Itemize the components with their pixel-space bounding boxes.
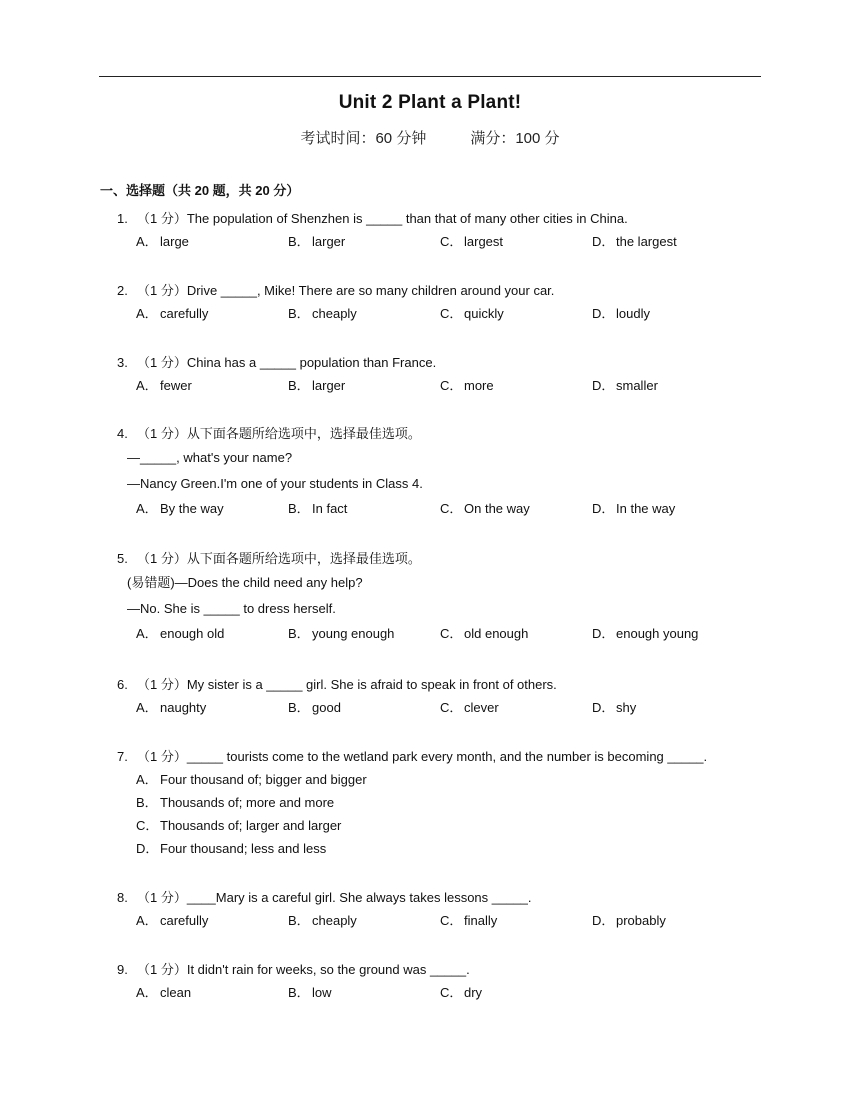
option-c: C． Thousands of; larger and larger xyxy=(136,818,342,833)
question-stem: _____ tourists come to the wetland park every month, and the number is becoming _____. xyxy=(186,749,708,764)
option-b: B． larger xyxy=(288,234,346,249)
question-score: （1 分） xyxy=(137,677,187,692)
option-b: B． good xyxy=(288,700,341,715)
option-d: D． enough young xyxy=(592,626,699,641)
question-4 xyxy=(117,423,777,521)
option-d: D． the largest xyxy=(592,234,677,249)
option-b: B． In fact xyxy=(288,501,348,516)
question-number: 6. xyxy=(117,677,128,692)
option-d: D． loudly xyxy=(592,306,650,321)
question-score: （1 分） xyxy=(137,283,187,298)
question-stem: My sister is a _____ girl. She is afraid to speak in front of others. xyxy=(186,677,557,692)
question-score: （1 分） xyxy=(137,426,187,441)
question-number: 2. xyxy=(117,283,128,298)
question-score: （1 分） xyxy=(137,749,187,764)
option-d: D． shy xyxy=(592,700,637,715)
question-score: （1 分） xyxy=(137,890,187,905)
question-score: （1 分） xyxy=(137,355,187,370)
question-9 xyxy=(117,959,777,1005)
option-c: C． more xyxy=(440,378,494,393)
exam-time: 考试时间：60 分钟 xyxy=(300,130,427,147)
option-b: B． Thousands of; more and more xyxy=(136,795,335,810)
exam-full-score: 满分：100 分 xyxy=(470,130,560,147)
dialogue-line: —_____, what's your name? xyxy=(127,450,293,465)
option-c: C． largest xyxy=(440,234,504,249)
dialogue-line: (易错题)—Does the child need any help? xyxy=(127,575,363,590)
question-number: 8. xyxy=(117,890,128,905)
option-c: C． old enough xyxy=(440,626,529,641)
option-c: C． On the way xyxy=(440,501,530,516)
dialogue-line: —Nancy Green.I'm one of your students in Class 4. xyxy=(127,476,423,491)
question-number: 9. xyxy=(117,962,128,977)
option-b: B． low xyxy=(288,985,332,1000)
question-5 xyxy=(117,548,777,646)
question-number: 7. xyxy=(117,749,128,764)
question-stem: ____Mary is a careful girl. She always takes lessons _____. xyxy=(186,890,532,905)
option-b: B． larger xyxy=(288,378,346,393)
question-stem: It didn't rain for weeks, so the ground was _____. xyxy=(186,962,470,977)
question-2 xyxy=(117,280,777,326)
option-a: A． fewer xyxy=(136,378,192,393)
option-c: C． quickly xyxy=(440,306,504,321)
option-a: A． carefully xyxy=(136,306,209,321)
option-d: D． Four thousand; less and less xyxy=(136,841,327,856)
question-stem: 从下面各题所给选项中，选择最佳选项。 xyxy=(186,551,421,566)
option-a: A． carefully xyxy=(136,913,209,928)
question-7 xyxy=(117,746,777,860)
section-heading: 一、选择题（共 20 题，共 20 分） xyxy=(100,183,300,198)
option-c: C． dry xyxy=(440,985,483,1000)
dialogue-line: —No. She is _____ to dress herself. xyxy=(127,601,336,616)
question-6 xyxy=(117,674,777,720)
question-number: 4. xyxy=(117,426,128,441)
option-c: C． finally xyxy=(440,913,498,928)
option-a: A． large xyxy=(136,234,189,249)
question-8 xyxy=(117,887,777,933)
header-rule xyxy=(99,76,761,77)
question-number: 1. xyxy=(117,211,128,226)
question-number: 5. xyxy=(117,551,128,566)
option-b: B． cheaply xyxy=(288,306,357,321)
question-score: （1 分） xyxy=(137,962,187,977)
question-stem: 从下面各题所给选项中，选择最佳选项。 xyxy=(186,426,421,441)
question-score: （1 分） xyxy=(137,211,187,226)
question-1 xyxy=(117,208,777,254)
option-b: B． cheaply xyxy=(288,913,357,928)
option-a: A． By the way xyxy=(136,501,224,516)
option-a: A． enough old xyxy=(136,626,225,641)
option-d: D． In the way xyxy=(592,501,676,516)
option-d: D． smaller xyxy=(592,378,658,393)
option-a: A． naughty xyxy=(136,700,207,715)
option-c: C． clever xyxy=(440,700,499,715)
option-b: B． young enough xyxy=(288,626,395,641)
option-d: D． probably xyxy=(592,913,666,928)
question-stem: China has a _____ population than France. xyxy=(186,355,437,370)
page-title: Unit 2 Plant a Plant! xyxy=(338,92,522,113)
option-a: A． Four thousand of; bigger and bigger xyxy=(136,772,367,787)
question-3 xyxy=(117,352,777,398)
question-stem: Drive _____, Mike! There are so many children around your car. xyxy=(186,283,555,298)
question-score: （1 分） xyxy=(137,551,187,566)
question-number: 3. xyxy=(117,355,128,370)
question-stem: The population of Shenzhen is _____ than that of many other cities in China. xyxy=(186,211,628,226)
option-a: A． clean xyxy=(136,985,192,1000)
exam-info xyxy=(0,127,860,148)
